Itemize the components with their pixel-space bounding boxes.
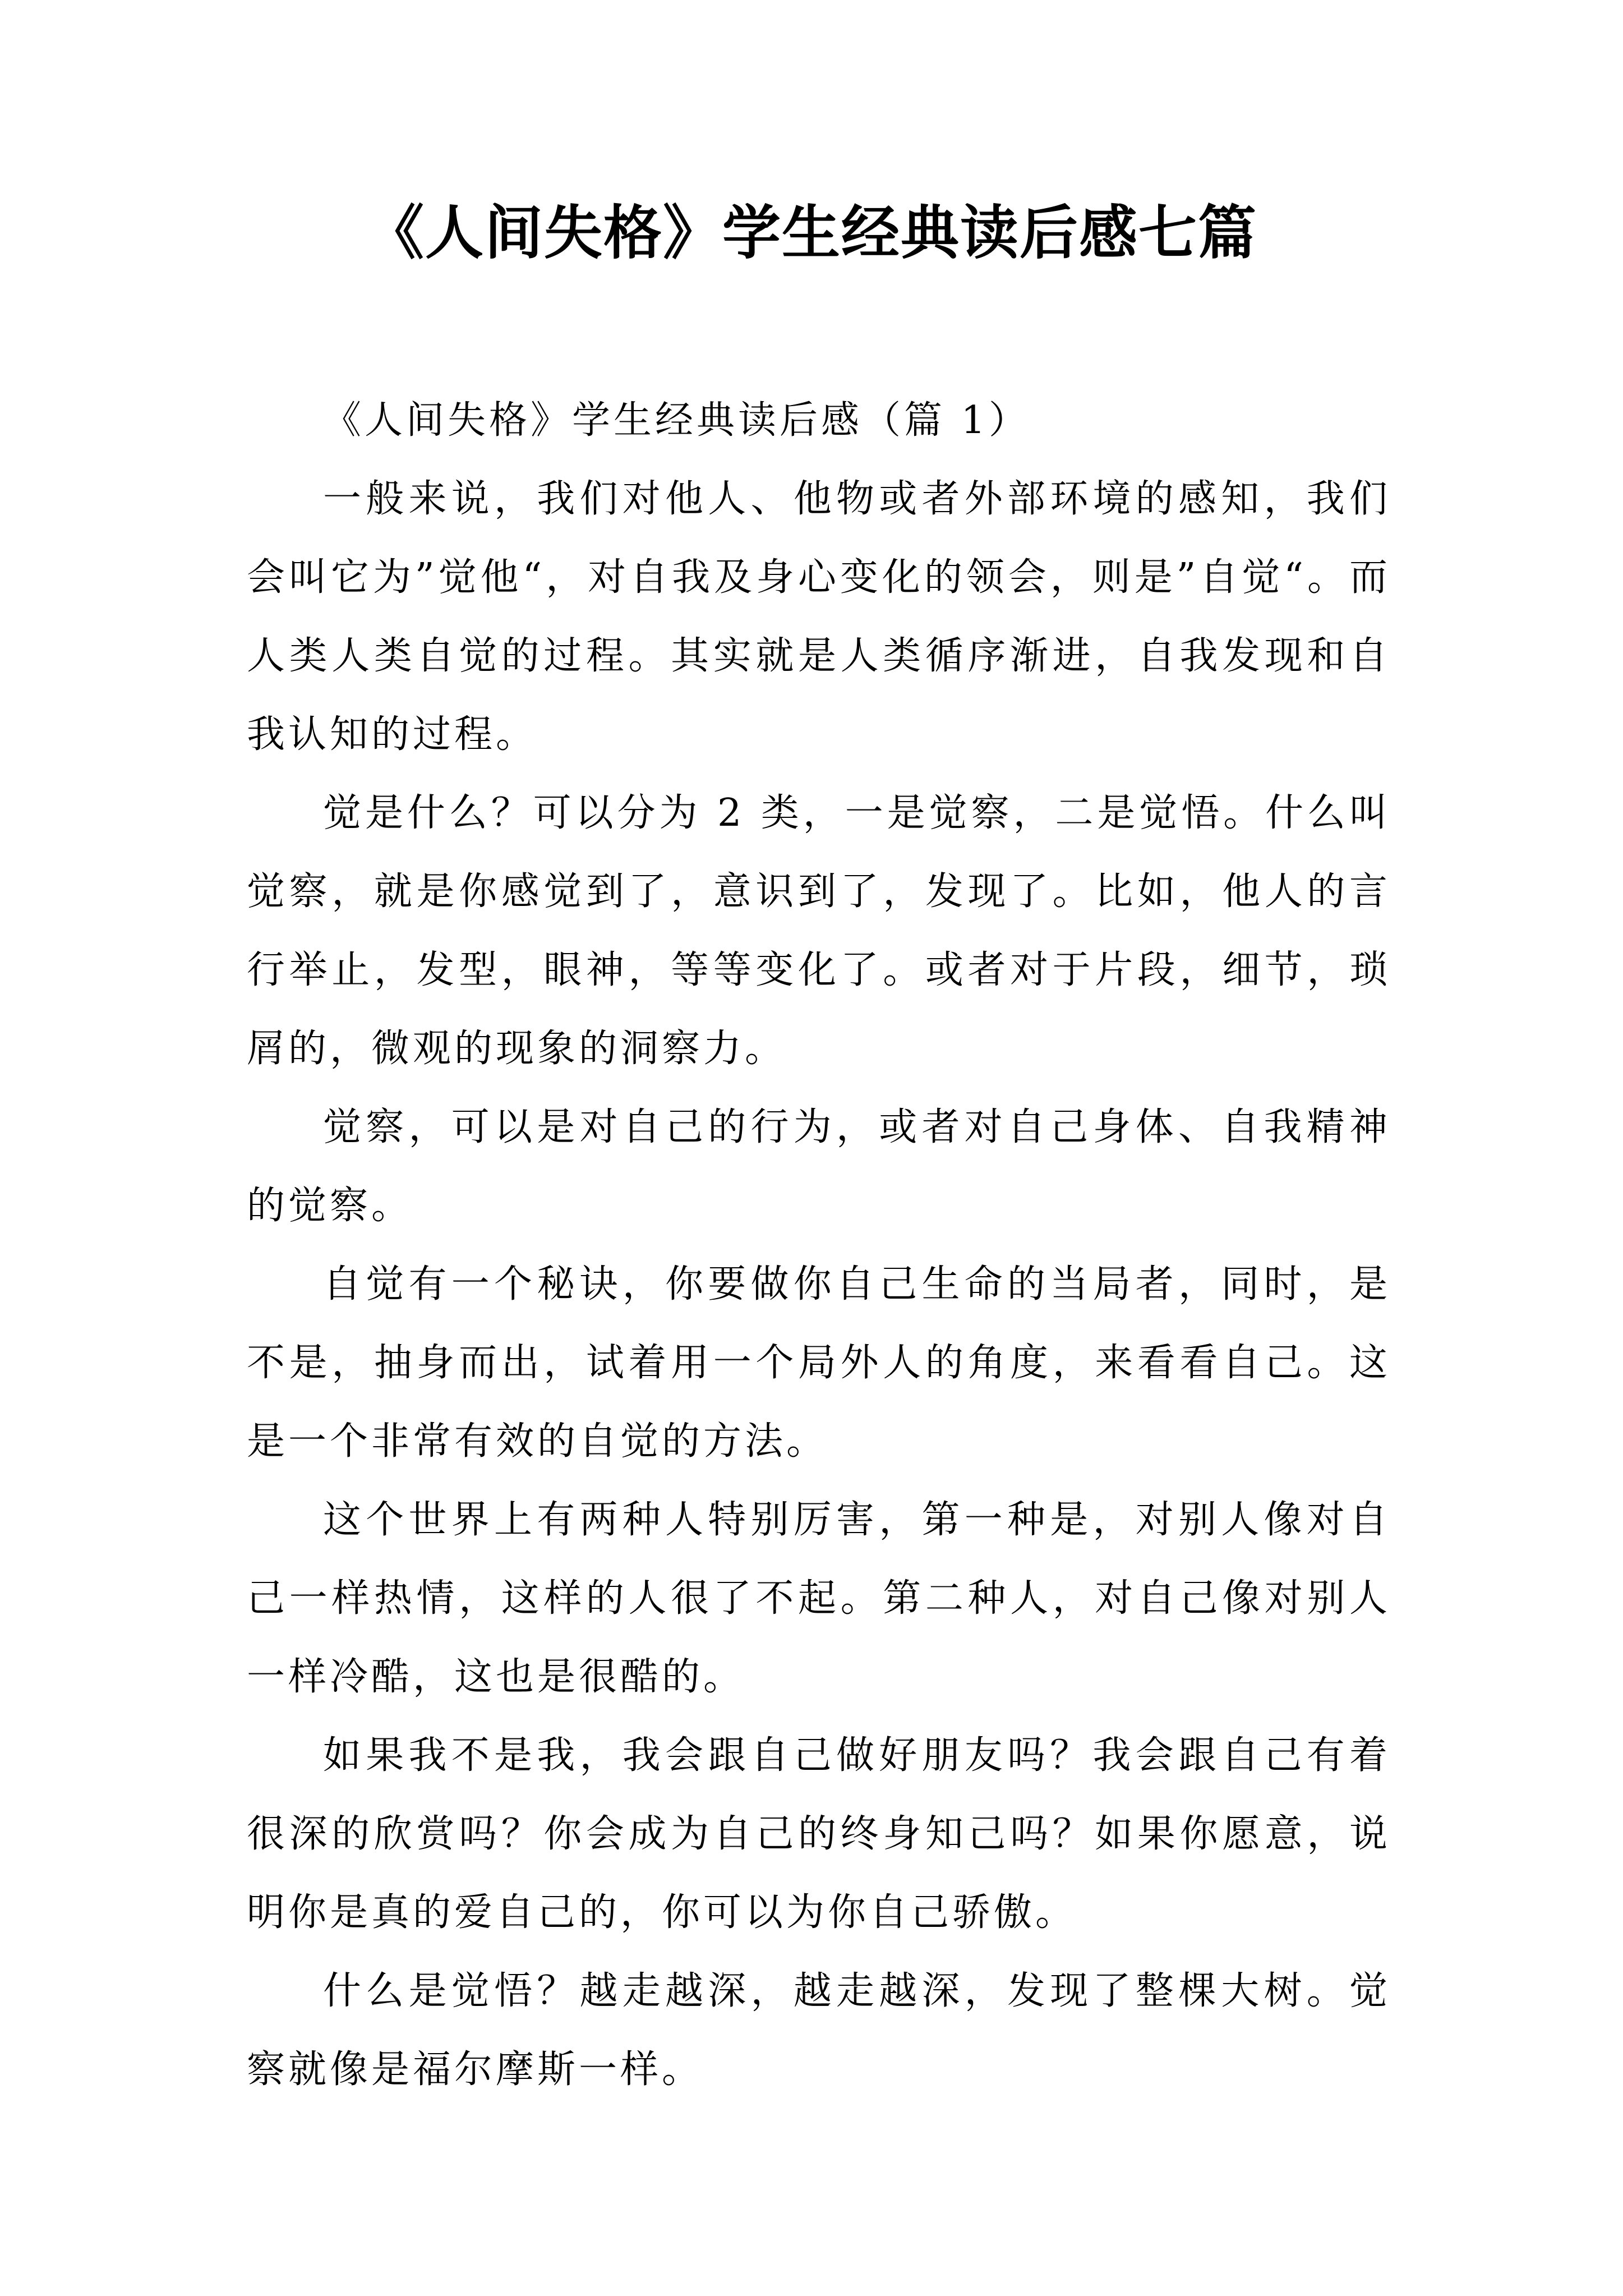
paragraph-3: 觉察，可以是对自己的行为，或者对自己身体、自我精神的觉察。 xyxy=(247,1105,1391,1228)
paragraph-4: 自觉有一个秘诀，你要做你自己生命的当局者，同时，是不是，抽身而出，试着用一个局外人的角度，来看看自己。这是一个非常有效的自觉的方法。 xyxy=(247,1262,1391,1464)
paragraph-7: 什么是觉悟？越走越深，越走越深，发现了整棵大树。觉察就像是福尔摩斯一样。 xyxy=(247,1969,1391,2092)
paragraph-5: 这个世界上有两种人特别厉害，第一种是，对别人像对自己一样热情，这样的人很了不起。第二种人，对自己像对别人一样冷酷，这也是很酷的。 xyxy=(247,1498,1391,1699)
document-body xyxy=(247,381,1391,2109)
paragraph-2: 觉是什么？可以分为 2 类，一是觉察，二是觉悟。什么叫觉察，就是你感觉到了，意识到了，发现了。比如，他人的言行举止，发型，眼神，等等变化了。或者对于片段，细节，琐屑的，微观的现象的洞察力。 xyxy=(247,791,1391,1071)
paragraph-6: 如果我不是我，我会跟自己做好朋友吗？我会跟自己有着很深的欣赏吗？你会成为自己的终身知己吗？如果你愿意，说明你是真的爱自己的，你可以为你自己骄傲。 xyxy=(247,1733,1391,1935)
section-heading: 《人间失格》学生经典读后感（篇 1） xyxy=(323,398,1030,443)
paragraph-1: 一般来说，我们对他人、他物或者外部环境的感知，我们会叫它为”觉他“，对自我及身心变化的领会，则是”自觉“。而人类人类自觉的过程。其实就是人类循序渐进，自我发现和自我认知的过程。 xyxy=(247,477,1391,757)
document-title: 《人间失格》学生经典读后感七篇 xyxy=(365,199,1257,267)
